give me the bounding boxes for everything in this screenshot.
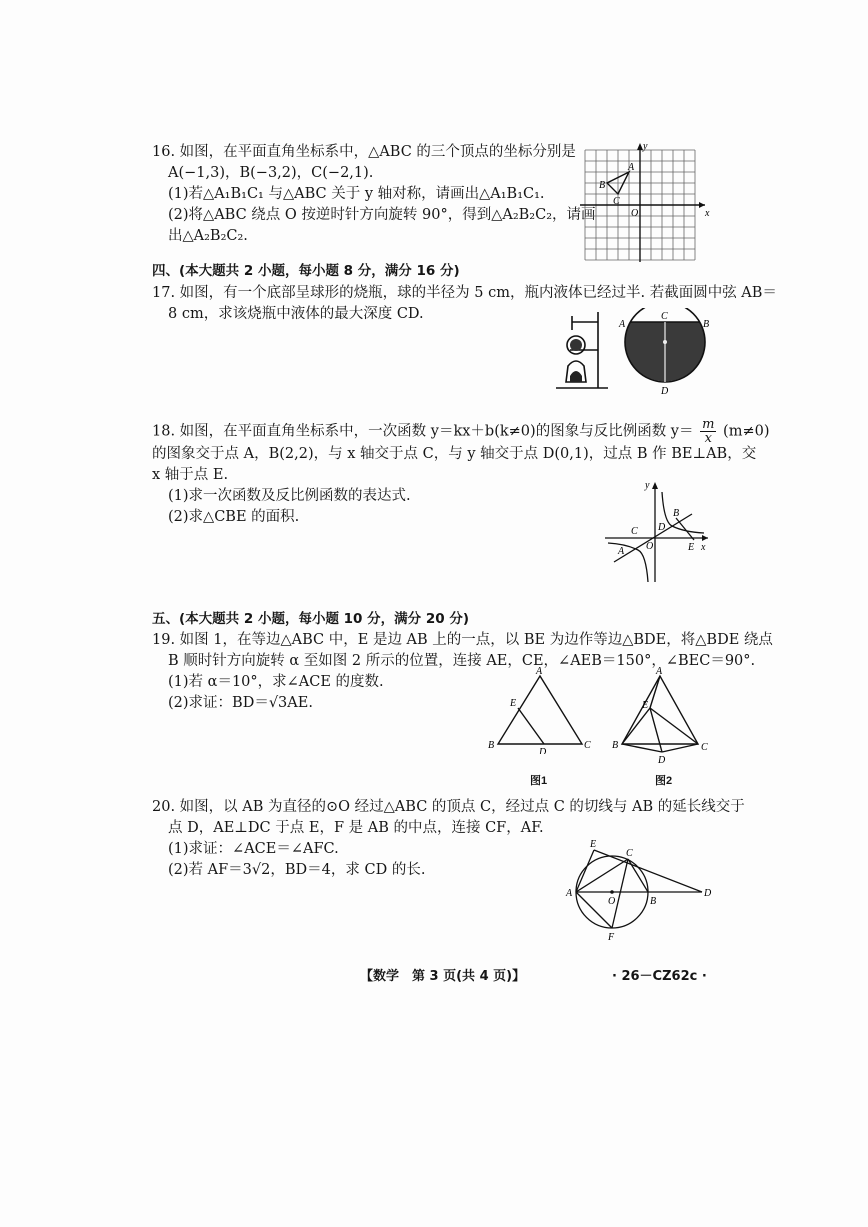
q16-c-label: C [613, 196, 620, 207]
q18-line2: 的图象交于点 A，B(2,2)，与 x 轴交于点 C，与 y 轴交于点 D(0,1)，过点 B 作 BE⊥AB，交 [152, 446, 757, 462]
q18-line4: (1)求一次函数及反比例函数的表达式. [168, 488, 411, 504]
q19-line4: (2)求证：BD＝√3AE. [168, 695, 313, 711]
q20-line3: (1)求证：∠ACE＝∠AFC. [168, 841, 339, 857]
q20-line4: (2)若 AF＝3√2，BD＝4，求 CD 的长. [168, 862, 426, 878]
q17-d-label: D [661, 386, 669, 396]
q19-f1-d-label: D [539, 747, 547, 754]
q19-f1-b-label: B [488, 740, 495, 751]
q19-f1-e-label: E [510, 698, 517, 709]
q16-o-label: O [631, 208, 639, 219]
q18-c-label: C [631, 526, 638, 537]
q16-line1: 16. 如图，在平面直角坐标系中，△ABC 的三个顶点的坐标分别是 [152, 144, 576, 160]
q19-f2-d-label: D [658, 755, 666, 764]
q16-a-label: A [628, 162, 635, 173]
q19-fig2-caption: 图2 [655, 775, 673, 787]
q18-line1 [152, 418, 770, 445]
q17-line1: 17. 如图，有一个底部呈球形的烧瓶，球的半径为 5 cm，瓶内液体已经过半. 若截面圆中弦 AB＝ [152, 285, 777, 301]
q19-f1-a-label: A [536, 666, 543, 677]
q16-x-label: x [705, 208, 710, 219]
q20-line1: 20. 如图，以 AB 为直径的⊙O 经过△ABC 的顶点 C，经过点 C 的切线与 AB 的延长线交于 [152, 799, 745, 815]
q17-line2: 8 cm，求该烧瓶中液体的最大深度 CD. [168, 306, 424, 322]
q17-circle-figure [615, 308, 715, 396]
q17-a-label: A [619, 319, 626, 330]
q18-e-label: E [688, 542, 695, 553]
q18-y-label: y [645, 480, 650, 491]
q20-o-label: O [608, 896, 616, 907]
q19-f2-a-label: A [656, 666, 663, 677]
q17-flask-figure [550, 308, 612, 394]
q16-grid-figure [575, 140, 715, 265]
q18-d-label: D [658, 522, 666, 533]
q16-b-label: B [599, 180, 606, 191]
q19-line3: (1)若 α＝10°，求∠ACE 的度数. [168, 674, 384, 690]
q18-graph-figure [600, 478, 712, 586]
q20-circle-figure [562, 834, 718, 944]
q17-b-label: B [703, 319, 710, 330]
q18-line3: x 轴于点 E. [152, 467, 229, 483]
q19-f1-c-label: C [584, 740, 591, 751]
q20-d-label: D [704, 888, 712, 899]
q18-fraction [700, 418, 716, 445]
q16-line5: 出△A₂B₂C₂. [168, 228, 248, 244]
q19-line2: B 顺时针方向旋转 α 至如图 2 所示的位置，连接 AE，CE，∠AEB＝150°，∠BEC＝90°. [168, 653, 756, 669]
q16-line3: (1)若△A₁B₁C₁ 与△ABC 关于 y 轴对称，请画出△A₁B₁C₁. [168, 186, 545, 202]
q18-b-label: B [673, 508, 680, 519]
q18-a-label: A [618, 546, 625, 557]
q18-frac-den: x [704, 431, 712, 446]
q18-frac-num: m [702, 417, 715, 432]
q20-a-label: A [566, 888, 573, 899]
q20-e-label: E [590, 839, 597, 850]
q20-line2: 点 D，AE⊥DC 于点 E，F 是 AB 的中点，连接 CF，AF. [168, 820, 544, 836]
section5-heading: 五、(本大题共 2 小题，每小题 10 分，满分 20 分) [152, 611, 470, 627]
page-footer-center: 【数学 第 3 页(共 4 页)】 [360, 969, 526, 984]
q19-figure2 [610, 664, 714, 764]
q18-line5: (2)求△CBE 的面积. [168, 509, 300, 525]
q16-line4: (2)将△ABC 绕点 O 按逆时针方向旋转 90°，得到△A₂B₂C₂，请画 [168, 207, 596, 223]
q18-o-label: O [646, 541, 654, 552]
q20-f-label: F [608, 932, 615, 943]
q18-line1-tail: (m≠0) [723, 423, 770, 440]
q19-f2-b-label: B [612, 740, 619, 751]
q19-f2-e-label: E [642, 700, 649, 711]
q16-line2: A(−1,3)，B(−3,2)，C(−2,1). [168, 165, 374, 181]
q16-y-label: y [643, 141, 648, 152]
q18-line1-text: 18. 如图，在平面直角坐标系中，一次函数 y＝kx＋b(k≠0)的图象与反比例函数 y＝ [152, 423, 694, 440]
q18-x-label: x [701, 542, 706, 553]
q20-b-label: B [650, 896, 657, 907]
q20-c-label: C [626, 848, 633, 859]
q19-fig1-caption: 图1 [530, 775, 548, 787]
q19-f2-c-label: C [701, 742, 708, 753]
q17-c-label: C [661, 311, 668, 322]
q19-figure1 [484, 664, 594, 754]
section4-heading: 四、(本大题共 2 小题，每小题 8 分，满分 16 分) [152, 263, 460, 279]
page-footer-code: · 26－CZ62c · [612, 969, 707, 984]
q19-line1: 19. 如图 1，在等边△ABC 中，E 是边 AB 上的一点，以 BE 为边作等边△BDE，将△BDE 绕点 [152, 632, 773, 648]
